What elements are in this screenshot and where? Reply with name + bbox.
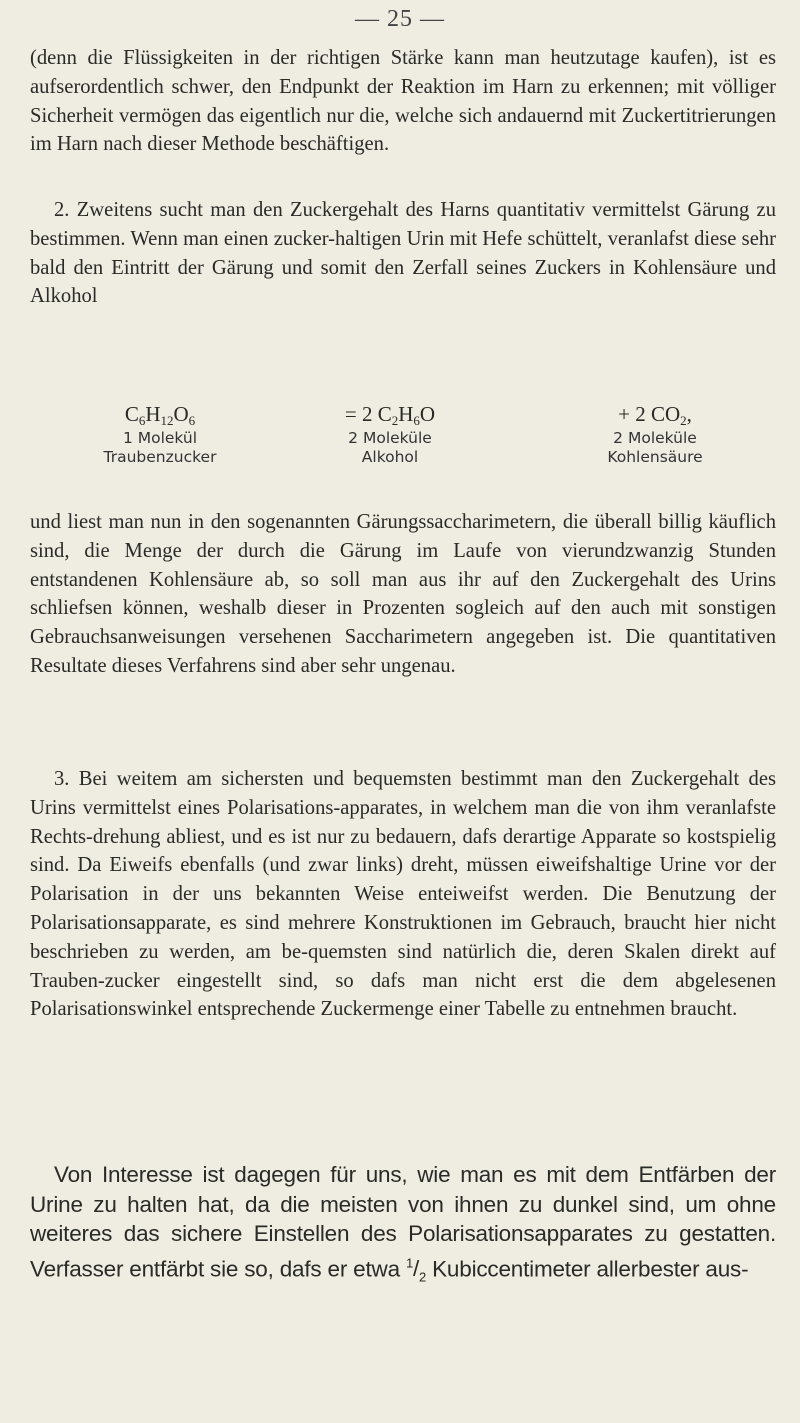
- caption-alcohol-name: Alkohol: [361, 448, 419, 466]
- formula-glucose: $C_6H_{12}O_6$: [124, 402, 196, 428]
- paragraph-4: [30, 765, 776, 1024]
- paragraph-4-text: 3. Bei weitem am sichersten und bequemsten bestimmt man den Zuckergehalt des Urins vermittelst eines Polarisations-apparates, in welchem man die von ihm veranlafste Rechts-drehung abliest, und es ist nur zu bedauern, dafs derartige Apparate so kostspielig sind. Da Eiweifs ebenfalls (und zwar links) dreht, müssen eiweifshaltige Urine vor der Polarisation in der uns bekannten Weise enteiweifst werden. Die Benutzung der Polarisationsapparate, es sind mehrere Konstruktionen im Gebrauch, braucht hier nicht beschrieben zu werden, am be-quemsten sind natürlich die, deren Skalen direkt auf Trauben-zucker eingestellt sind, so dafs man nicht erst die dem abgelesenen Polarisationswinkel entsprechende Zuckermenge einer Tabelle zu entnehmen braucht.: [30, 768, 776, 1021]
- paragraph-5-part-2: Kubiccentimeter allerbester aus-: [426, 1256, 749, 1282]
- paragraph-1: [30, 44, 776, 159]
- paragraph-3-text: und liest man nun in den sogenannten Gärungssaccharimetern, die überall billig käuflich sind, die Menge der durch die Gärung im Laufe von vierundzwanzig Stunden entstandenen Kohlensäure ab, so soll man aus ihr auf den Zuckergehalt des Urins schliefsen können, weshalb dieser in Prozenten sogleich auf den auch mit sonstigen Gebrauchsanweisungen versehenen Saccharimetern angegeben ist. Die quantitativen Resultate dieses Verfahrens sind aber sehr ungenau.: [30, 511, 776, 677]
- fermentation-equation: [0, 402, 800, 510]
- formula-carbon-dioxide: + 2 $CO_2$,: [618, 402, 692, 428]
- paragraph-5-text: [30, 1160, 776, 1292]
- equation-term-alcohol: [300, 402, 480, 467]
- paragraph-5: [30, 1160, 776, 1292]
- equation-term-carbon-dioxide: [565, 402, 745, 467]
- formula-alcohol: = 2 $C_2H_6O$: [344, 402, 436, 428]
- page-number: — 25 —: [355, 6, 445, 32]
- paragraph-1-text: (denn die Flüssigkeiten in der richtigen Stärke kann man heutzutage kaufen), ist es aufserordentlich schwer, den Endpunkt der Reaktion im Harn zu erkennen; mit völliger Sicherheit vermögen das eigentlich nur die, welche sich andauernd mit Zuckertitrierungen im Harn nach dieser Methode beschäftigen.: [30, 47, 776, 156]
- caption-glucose-count: 1 Molekül: [122, 429, 198, 447]
- equation-term-glucose: [70, 402, 250, 467]
- caption-co2-name: Kohlensäure: [607, 448, 703, 466]
- caption-co2-count: 2 Moleküle: [613, 429, 697, 447]
- fraction-one-half: $^1/_2$: [405, 1255, 427, 1285]
- caption-glucose-name: Traubenzucker: [103, 448, 217, 466]
- paragraph-2: [30, 196, 776, 311]
- caption-alcohol-count: 2 Moleküle: [348, 429, 432, 447]
- paragraph-5-part-1: Von Interesse ist dagegen für uns, wie man es mit dem Entfärben der Urine zu halten hat, da die meisten von ihnen zu dunkel sind, um ohne weiteres das sichere Einstellen des Polarisationsapparates zu gestatten. Verfasser entfärbt sie so, dafs er etwa: [30, 1162, 776, 1282]
- paragraph-3: [30, 508, 776, 681]
- paragraph-2-text: 2. Zweitens sucht man den Zuckergehalt des Harns quantitativ vermittelst Gärung zu bestimmen. Wenn man einen zucker-haltigen Urin mit Hefe schüttelt, veranlafst diese sehr bald den Eintritt der Gärung und somit den Zerfall seines Zuckers in Kohlensäure und Alkohol: [30, 199, 776, 308]
